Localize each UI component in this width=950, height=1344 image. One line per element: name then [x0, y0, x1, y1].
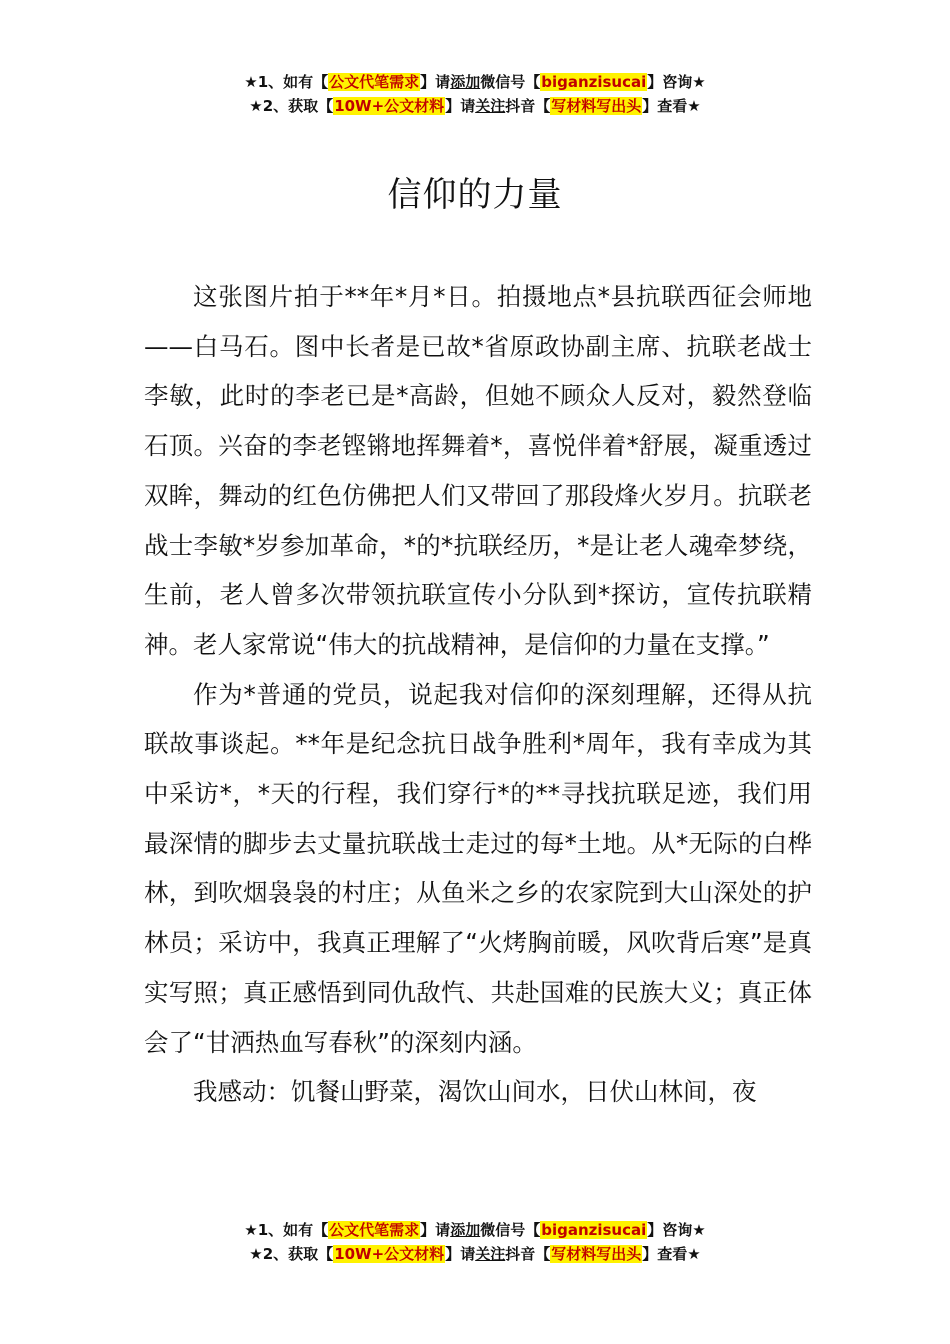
banner-line-2: ★2、获取【10W+公文材料】请关注抖音【写材料写出头】查看★: [249, 97, 701, 115]
paragraph-3: 我感动：饥餐山野菜，渴饮山间水，日伏山林间，夜: [193, 1077, 757, 1107]
header-banner: [0, 70, 950, 118]
banner-line-2: ★2、获取【10W+公文材料】请关注抖音【写材料写出头】查看★: [249, 1245, 701, 1263]
document-body: [144, 272, 812, 1117]
douyin-name: 写材料写出头: [551, 1245, 642, 1263]
wechat-id: biganzisucai: [541, 73, 647, 91]
material-highlight: 10W+公文材料: [334, 97, 445, 115]
document-title: 信仰的力量: [387, 175, 563, 215]
service-highlight: 公文代笔需求: [329, 73, 420, 91]
footer-banner: [0, 1218, 950, 1266]
banner-line-1: ★1、如有【公文代笔需求】请添加微信号【biganzisucai】咨询★: [244, 73, 706, 91]
banner-line-1: ★1、如有【公文代笔需求】请添加微信号【biganzisucai】咨询★: [244, 1221, 706, 1239]
material-highlight: 10W+公文材料: [334, 1245, 445, 1263]
paragraph-1: 这张图片拍于**年*月*日。拍摄地点*县抗联西征会师地——白马石。图中长者是已故*省原政协副主席、抗联老战士李敏，此时的李老已是*高龄，但她不顾众人反对，毅然登临石顶。兴奋的李老铿锵地挥舞着*，喜悦伴着*舒展，凝重透过双眸，舞动的红色仿佛把人们又带回了那段烽火岁月。抗联老战士李敏*岁参加革命，*的*抗联经历，*是让老人魂牵梦绕，生前，老人曾多次带领抗联宣传小分队到*探访，宣传抗联精神。老人家常说“伟大的抗战精神，是信仰的力量在支撑。”: [144, 282, 812, 659]
service-highlight: 公文代笔需求: [329, 1221, 420, 1239]
wechat-id: biganzisucai: [541, 1221, 647, 1239]
paragraph-2: 作为*普通的党员，说起我对信仰的深刻理解，还得从抗联故事谈起。**年是纪念抗日战争胜利*周年，我有幸成为其中采访*，*天的行程，我们穿行*的**寻找抗联足迹，我们用最深情的脚步去丈量抗联战士走过的每*土地。从*无际的白桦林，到吹烟袅袅的村庄；从鱼米之乡的农家院到大山深处的护林员；采访中，我真正理解了“火烤胸前暖，风吹背后寒”是真实写照；真正感悟到同仇敌忾、共赴国难的民族大义；真正体会了“甘洒热血写春秋”的深刻内涵。: [144, 679, 812, 1057]
douyin-name: 写材料写出头: [551, 97, 642, 115]
